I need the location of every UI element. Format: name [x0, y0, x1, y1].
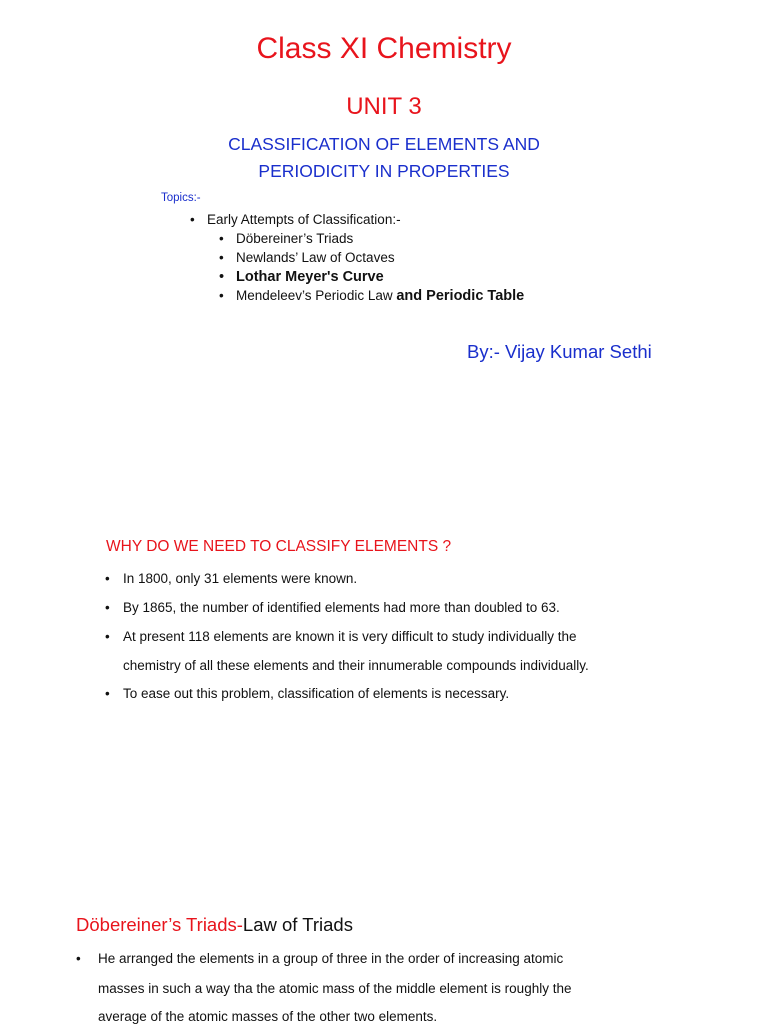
bullet-icon: • — [105, 571, 110, 586]
unit-subtitle-line-2: PERIODICITY IN PROPERTIES — [258, 161, 510, 181]
bullet-icon: • — [76, 951, 81, 966]
list-item — [105, 629, 576, 644]
subtopic-text-bold: and Periodic Table — [396, 288, 525, 304]
list-item-text: At present 118 elements are known it is very difficult to study individually the — [123, 629, 577, 644]
subtopic-text: Newlands’ Law of Octaves — [236, 250, 395, 265]
list-item-continuation: chemistry of all these elements and their innumerable compounds individually. — [123, 658, 589, 673]
subtopic-text: Döbereiner’s Triads — [236, 231, 354, 246]
topic-main-item — [190, 212, 401, 227]
subtopic-text: Lothar Meyer's Curve — [236, 269, 384, 285]
list-item-text: In 1800, only 31 elements were known. — [123, 571, 358, 586]
section-heading: WHY DO WE NEED TO CLASSIFY ELEMENTS ? — [106, 538, 452, 555]
section-heading-red: Döbereiner’s Triads- — [76, 914, 243, 935]
list-item-text: To ease out this problem, classification of elements is necessary. — [123, 686, 510, 701]
list-item — [105, 686, 509, 701]
topics-label: Topics:- — [161, 192, 201, 204]
bullet-icon: • — [190, 212, 195, 227]
unit-label: UNIT 3 — [346, 93, 422, 120]
list-item — [76, 951, 563, 966]
topic-main-text: Early Attempts of Classification:- — [207, 212, 401, 227]
bullet-icon: • — [219, 269, 225, 285]
list-item-continuation: average of the atomic masses of the other two elements. — [98, 1009, 438, 1024]
bullet-icon: • — [105, 686, 110, 701]
subtopic-item — [219, 288, 524, 304]
list-item-continuation: masses in such a way tha the atomic mass of the middle element is roughly the — [98, 981, 572, 996]
list-item — [105, 600, 560, 615]
course-title: Class XI Chemistry — [256, 32, 512, 65]
bullet-icon: • — [219, 231, 224, 246]
bullet-icon: • — [219, 288, 224, 303]
list-item — [105, 571, 357, 586]
subtopic-item — [219, 269, 384, 285]
section-heading — [76, 914, 353, 936]
subtopic-item — [219, 250, 395, 265]
list-item-text: By 1865, the number of identified elements had more than doubled to 63. — [123, 600, 560, 615]
bullet-icon: • — [105, 600, 110, 615]
subtopic-text: Mendeleev’s Periodic Law — [236, 288, 393, 303]
author-line: By:- Vijay Kumar Sethi — [467, 341, 652, 362]
section-heading-black: Law of Triads — [242, 914, 353, 935]
subtopic-item — [219, 231, 353, 246]
bullet-icon: • — [219, 250, 224, 265]
list-item-text: He arranged the elements in a group of three in the order of increasing atomic — [98, 951, 564, 966]
unit-subtitle-line-1: CLASSIFICATION OF ELEMENTS AND — [228, 134, 540, 154]
bullet-icon: • — [105, 629, 110, 644]
